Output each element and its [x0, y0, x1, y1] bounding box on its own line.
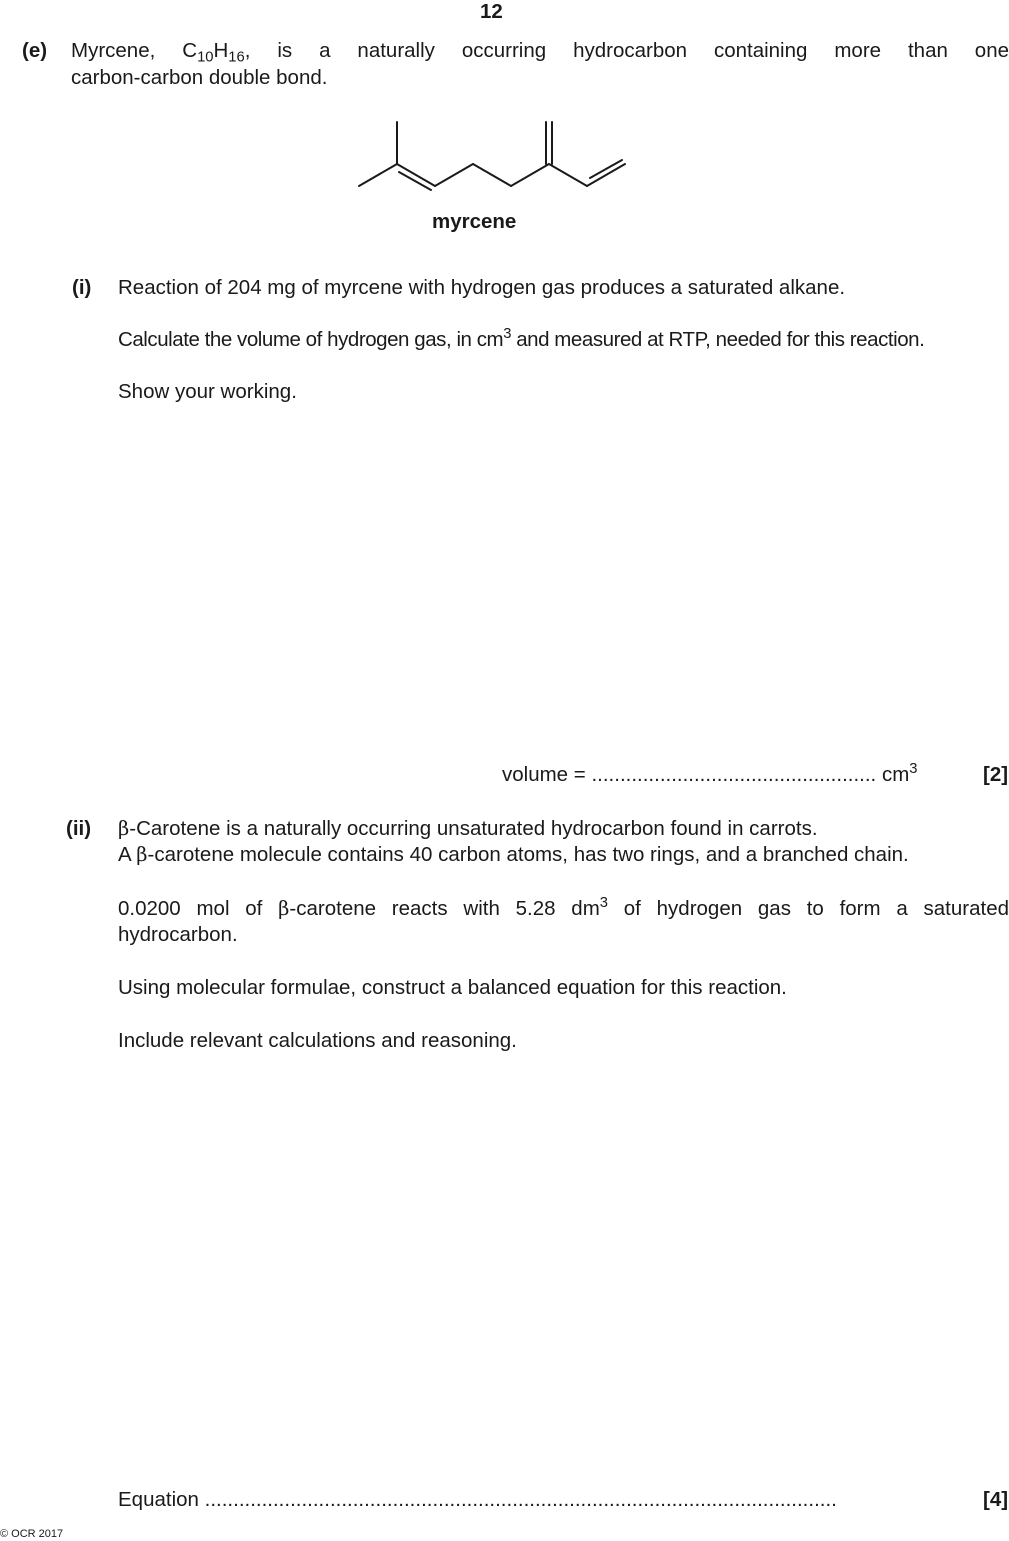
bond-c4-c5: [473, 164, 511, 186]
marks-ii: [4]: [983, 1488, 1009, 1511]
sub-ii-label: (ii): [66, 817, 92, 840]
sub-ii-line4: hydrocarbon.: [118, 923, 238, 946]
bond-c5-c6: [511, 164, 549, 186]
sub-i-label: (i): [72, 276, 92, 299]
myrcene-structure: [340, 110, 640, 200]
part-e-label: (e): [22, 39, 48, 62]
part-e-intro-line2: carbon-carbon double bond.: [71, 66, 328, 89]
sub-ii-line1: β-Carotene is a naturally occurring unsaturated hydrocarbon found in carrots.: [118, 817, 818, 840]
sub-ii-line5: Using molecular formulae, construct a balanced equation for this reaction.: [118, 976, 787, 999]
marks-i: [2]: [983, 763, 1009, 786]
sub-ii-line2: A β-carotene molecule contains 40 carbon atoms, has two rings, and a branched chain.: [118, 843, 909, 866]
sub-ii-line3: 0.0200 mol of β-carotene reacts with 5.28 $dm^3$ of hydrogen gas to form a saturated: [118, 894, 1009, 920]
volume-label: volume =: [502, 763, 586, 786]
beta-symbol: β: [118, 817, 130, 840]
intro-myrcene-word: Myrcene,: [71, 39, 156, 62]
equation-answer-field[interactable]: ...............................................................................................................: [204, 1488, 837, 1511]
structure-caption: myrcene: [432, 210, 517, 233]
volume-unit: $cm^3$: [881, 760, 918, 786]
beta-symbol: β: [278, 897, 290, 920]
beta-symbol: β: [136, 843, 148, 866]
bond-c3-c4: [435, 164, 473, 186]
molecular-formula: $C_{10}H_{16}$,: [182, 39, 251, 66]
part-e-intro-line1: [71, 39, 1009, 66]
sub-i-line2: Calculate the volume of hydrogen gas, in $cm^3$ and measured at RTP, needed for this reaction.: [118, 325, 925, 351]
sub-i-line1: Reaction of 204 mg of myrcene with hydrogen gas produces a saturated alkane.: [118, 276, 846, 299]
volume-answer-line: [502, 760, 918, 787]
bond-c6-c7: [549, 164, 587, 186]
equation-label: Equation: [118, 1488, 199, 1511]
sub-i-line3: Show your working.: [118, 380, 297, 403]
bond-vinyl-a: [587, 164, 625, 186]
intro-rest: is a naturally occurring hydrocarbon containing more than one: [277, 39, 1009, 62]
bond-methyl-left: [359, 164, 397, 186]
equation-answer-line: [118, 1488, 837, 1512]
page-number: 12: [480, 0, 503, 23]
sub-ii-line6: Include relevant calculations and reasoning.: [118, 1029, 517, 1052]
copyright-footer: © OCR 2017: [0, 1528, 64, 1540]
volume-answer-field[interactable]: ..................................................: [591, 763, 877, 786]
